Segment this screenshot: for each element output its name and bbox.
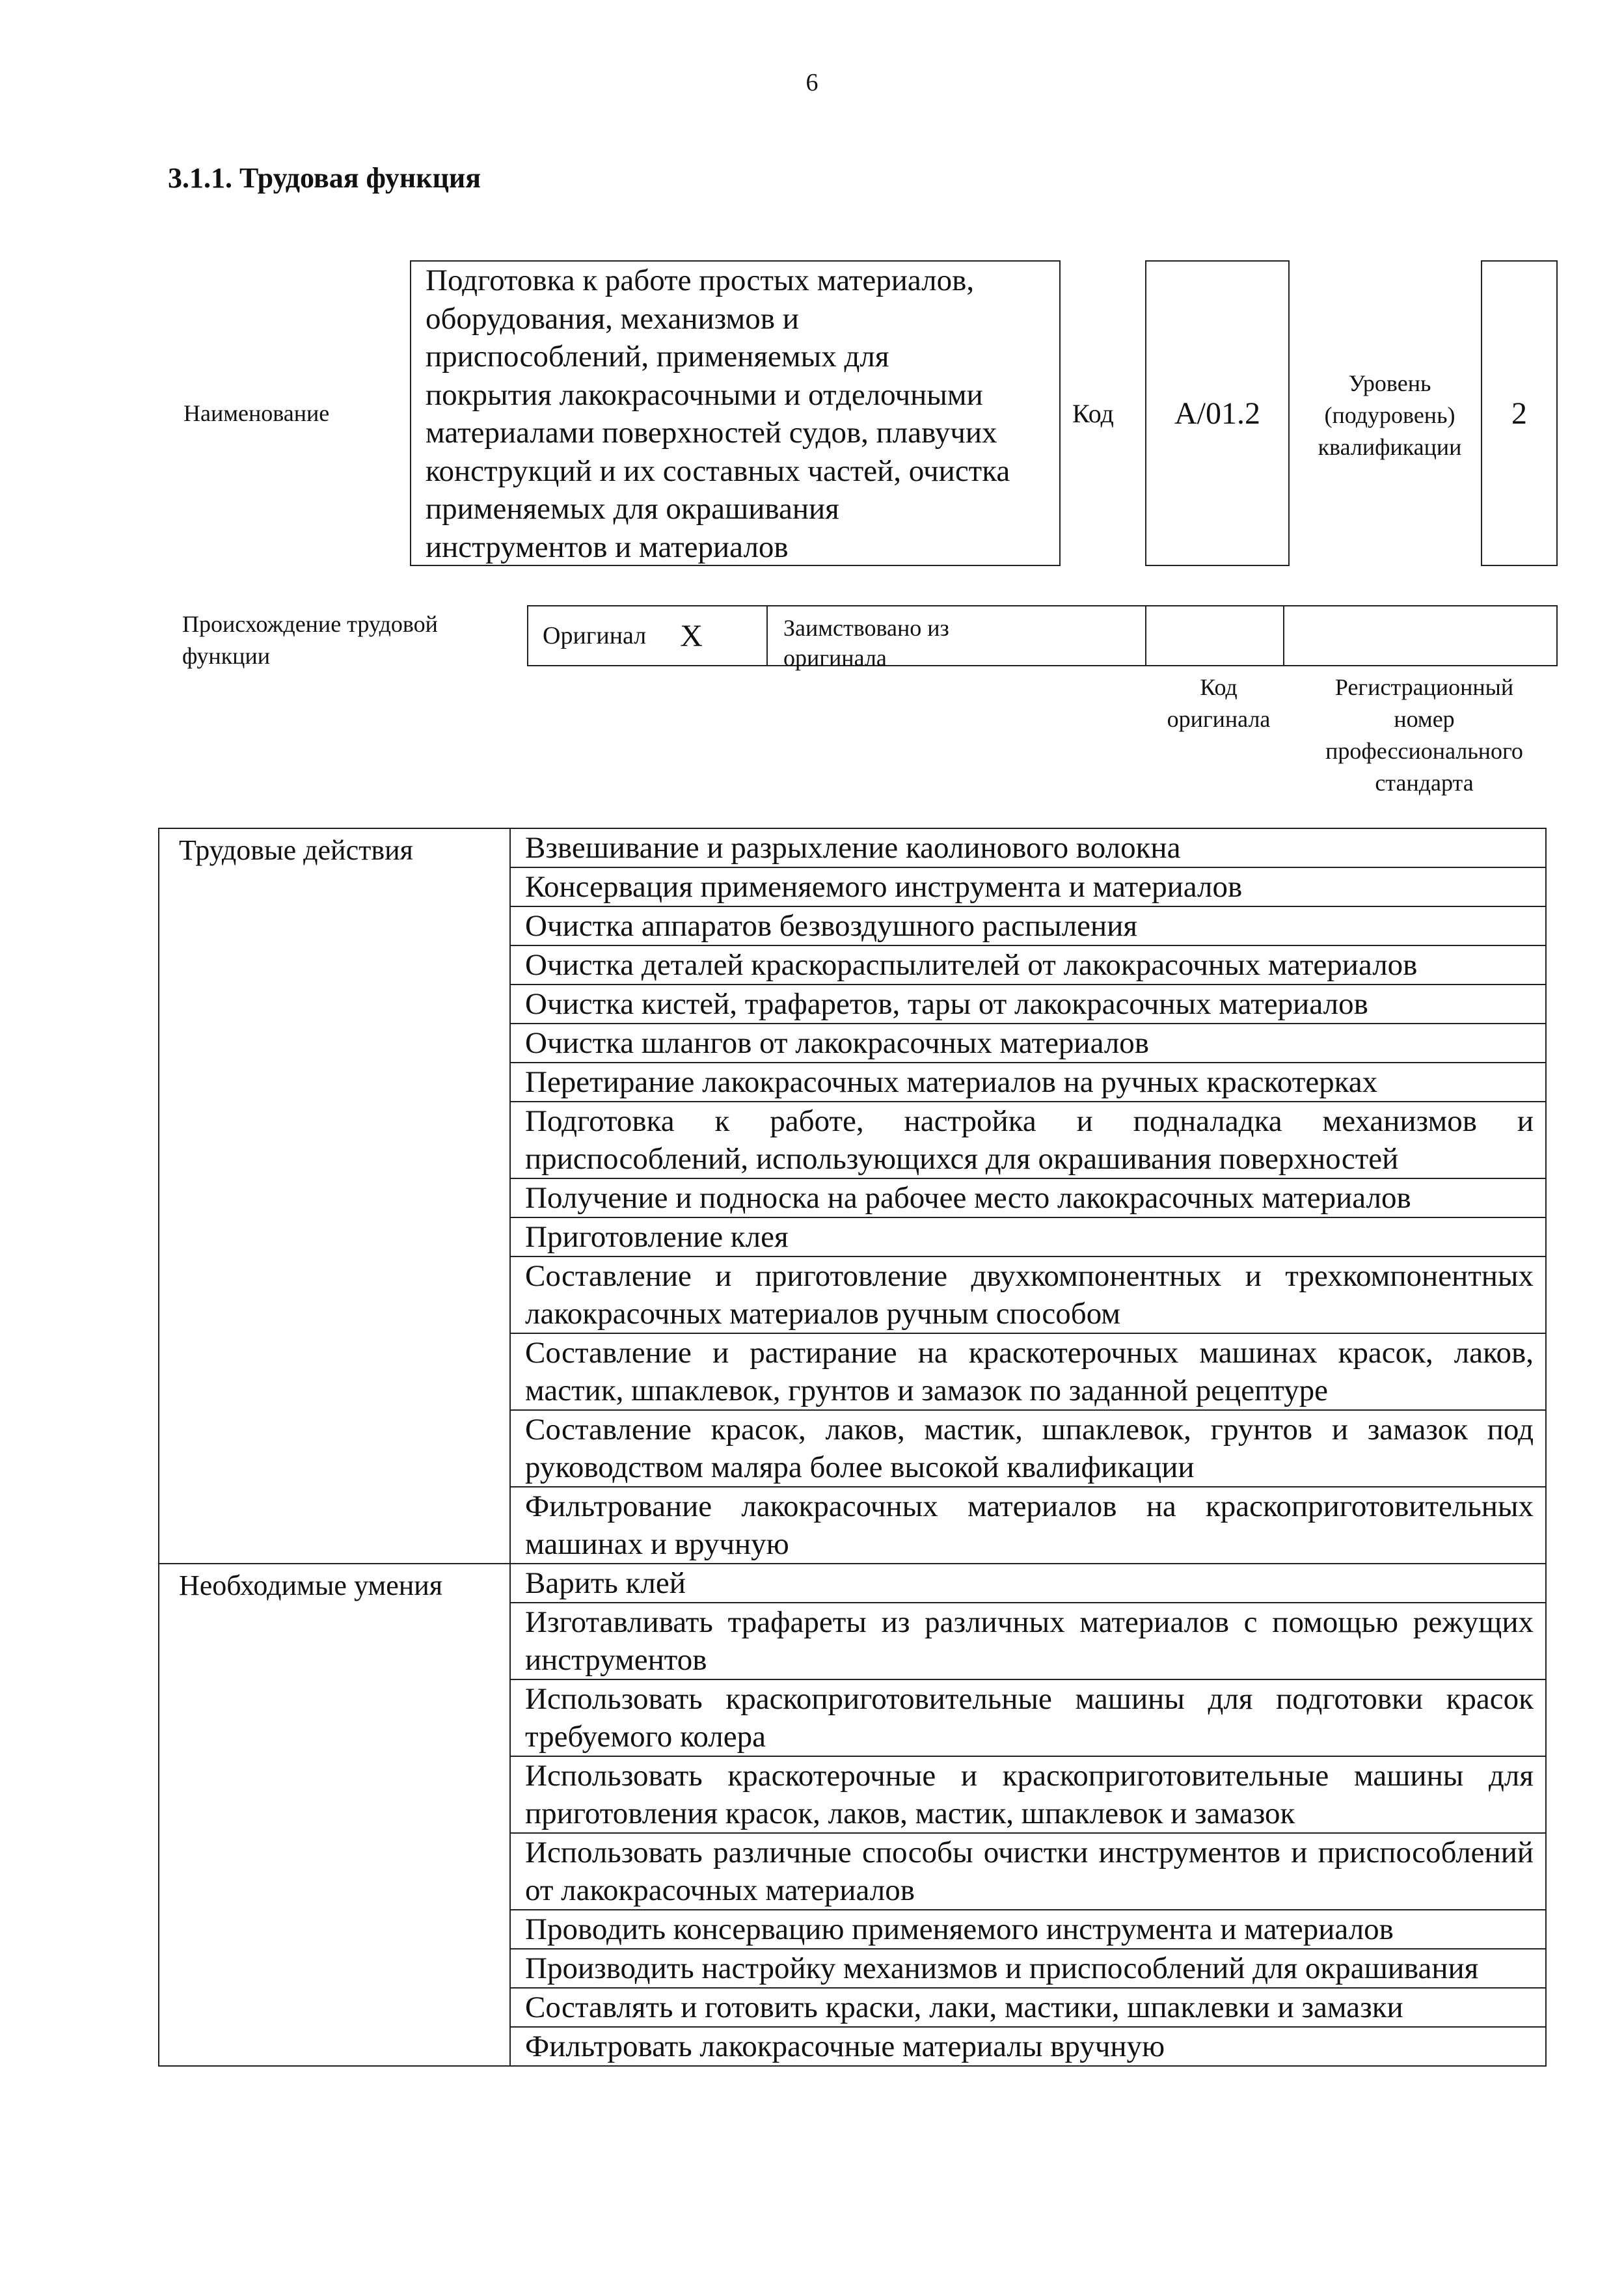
skill-item: Составлять и готовить краски, лаки, мастики, шпаклевки и замазки — [510, 1988, 1546, 2027]
labor-action-item: Очистка деталей краскораспылителей от лакокрасочных материалов — [510, 945, 1546, 985]
original-code-cell — [1146, 606, 1284, 665]
labor-action-item: Взвешивание и разрыхление каолинового волокна — [510, 828, 1546, 867]
original-cell — [528, 606, 768, 665]
registration-number-cell — [1284, 606, 1556, 665]
origin-label-line: Происхождение трудовой — [182, 611, 438, 637]
caption-line: номер — [1394, 706, 1455, 732]
function-name-line: конструкций и их составных частей, очистка — [426, 454, 1010, 488]
table-row — [159, 828, 1546, 867]
labor-action-item: Очистка шлангов от лакокрасочных материалов — [510, 1024, 1546, 1063]
original-mark: X — [680, 618, 703, 653]
level-label — [1303, 368, 1477, 463]
caption-line: стандарта — [1375, 770, 1474, 796]
caption-line: оригинала — [1167, 706, 1271, 732]
name-label: Наименование — [183, 400, 330, 426]
level-label-line: квалификации — [1318, 434, 1462, 460]
level-value: 2 — [1511, 396, 1527, 431]
borrowed-cell — [768, 606, 1146, 671]
code-value: A/01.2 — [1174, 396, 1260, 431]
level-label-line: Уровень — [1348, 370, 1431, 396]
skill-item: Использовать краскотерочные и краскоприготовительные машины для приготовления красок, лаков, мастик, шпаклевок и замазок — [510, 1756, 1546, 1833]
function-name-box — [410, 260, 1061, 566]
origin-label-line: функции — [182, 643, 270, 669]
caption-line: профессионального — [1325, 738, 1523, 764]
caption-line: Регистрационный — [1334, 674, 1514, 700]
labor-action-item: Очистка аппаратов безвоздушного распыления — [510, 906, 1546, 945]
function-name-line: Подготовка к работе простых материалов, — [426, 264, 975, 297]
labor-action-item: Приготовление клея — [510, 1217, 1546, 1256]
section-title: 3.1.1. Трудовая функция — [168, 162, 481, 194]
original-label: Оригинал — [543, 622, 647, 649]
labor-action-item: Получение и подноска на рабочее место лакокрасочных материалов — [510, 1178, 1546, 1217]
function-name-line: инструментов и материалов — [426, 530, 789, 564]
labor-action-item: Консервация применяемого инструмента и материалов — [510, 867, 1546, 906]
borrowed-line: оригинала — [783, 645, 887, 671]
skills-label: Необходимые умения — [159, 1564, 510, 2066]
skill-item: Изготавливать трафареты из различных материалов с помощью режущих инструментов — [510, 1603, 1546, 1679]
code-value-box — [1145, 260, 1290, 566]
code-label: Код — [1072, 399, 1114, 428]
function-name-line: приспособлений, применяемых для — [426, 340, 889, 374]
labor-actions-label: Трудовые действия — [159, 828, 510, 1564]
skill-item: Варить клей — [510, 1564, 1546, 1603]
labor-action-item: Очистка кистей, трафаретов, тары от лакокрасочных материалов — [510, 985, 1546, 1024]
labor-action-item: Перетирание лакокрасочных материалов на ручных краскотерках — [510, 1063, 1546, 1102]
function-name-line: оборудования, механизмов и — [426, 301, 799, 336]
labor-action-item: Подготовка к работе, настройка и подналадка механизмов и приспособлений, использующихся для окрашивания поверхностей — [510, 1102, 1546, 1178]
labor-action-item: Составление и растирание на краскотерочных машинах красок, лаков, мастик, шпаклевок, грунтов и замазок по заданной рецептуре — [510, 1333, 1546, 1410]
original-code-caption — [1146, 672, 1291, 735]
skill-item: Проводить консервацию применяемого инструмента и материалов — [510, 1910, 1546, 1949]
table-row — [159, 1564, 1546, 1603]
labor-function-table — [158, 828, 1547, 2067]
caption-line: Код — [1200, 674, 1238, 700]
origin-row — [527, 605, 1558, 671]
skill-item: Производить настройку механизмов и приспособлений для окрашивания — [510, 1949, 1546, 1988]
function-name-line: покрытия лакокрасочными и отделочными — [426, 377, 983, 412]
registration-caption — [1291, 672, 1558, 799]
skill-item: Использовать различные способы очистки инструментов и приспособлений от лакокрасочных материалов — [510, 1833, 1546, 1910]
labor-action-item: Фильтрование лакокрасочных материалов на краскоприготовительных машинах и вручную — [510, 1487, 1546, 1564]
labor-action-item: Составление и приготовление двухкомпонентных и трехкомпонентных лакокрасочных материалов ручным способом — [510, 1256, 1546, 1333]
page-number: 6 — [805, 69, 819, 96]
function-name-line: применяемых для окрашивания — [426, 492, 839, 526]
skill-item: Использовать краскоприготовительные машины для подготовки красок требуемого колера — [510, 1679, 1546, 1756]
labor-action-item: Составление красок, лаков, мастик, шпаклевок, грунтов и замазок под руководством маляра более высокой квалификации — [510, 1410, 1546, 1487]
borrowed-line: Заимствовано из — [783, 615, 949, 641]
origin-label — [182, 608, 438, 672]
level-value-box — [1481, 260, 1558, 566]
skill-item: Фильтровать лакокрасочные материалы вручную — [510, 2027, 1546, 2066]
level-label-line: (подуровень) — [1324, 402, 1455, 428]
function-name-line: материалами поверхностей судов, плавучих — [426, 416, 997, 450]
